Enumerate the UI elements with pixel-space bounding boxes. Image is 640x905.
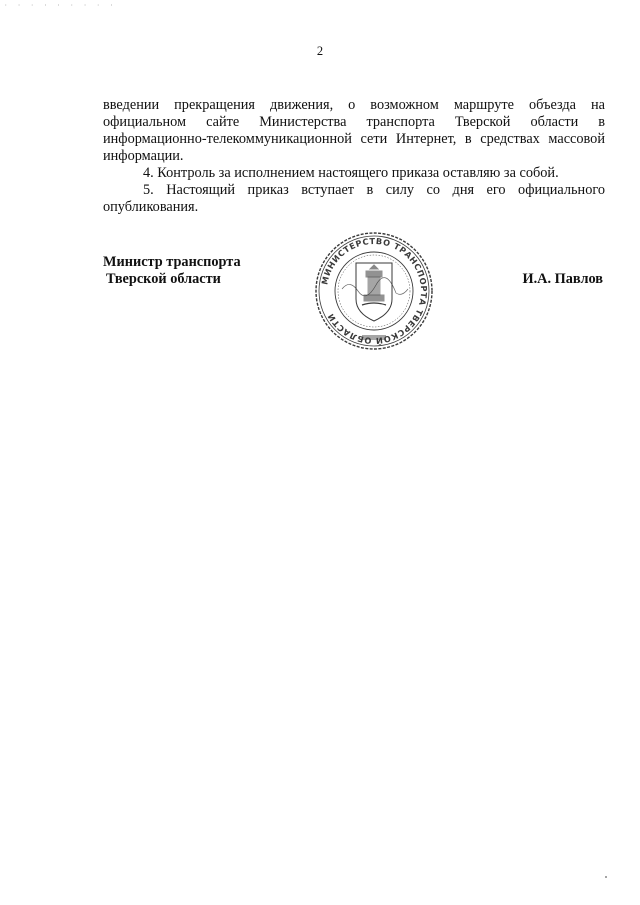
scan-artifact: · · · · · · · · · [4, 2, 117, 9]
seal-ring-text: МИНИСТЕРСТВО ТРАНСПОРТА ТВЕРСКОЙ ОБЛАСТИ [319, 235, 430, 347]
position-line-2: Тверской области [106, 271, 221, 287]
coat-of-arms-icon [356, 263, 392, 321]
official-seal [312, 229, 436, 353]
document-body [103, 97, 605, 216]
position-line-1: Министр транспорта [103, 254, 241, 270]
signatory-name: И.А. Павлов [522, 271, 603, 287]
paragraph-item-5: 5. Настоящий приказ вступает в силу со дня его официального опубликования. [103, 182, 605, 215]
scan-artifact-dot [605, 876, 607, 878]
paragraph-continuation: введении прекращения движения, о возможном маршруте объезда на официальном сайте Министерства транспорта Тверской области в информационно-телекоммуникационной сети Интернет, в средствах массовой информации. [103, 97, 605, 164]
seal-stamp-block [362, 335, 386, 340]
signatory-position [103, 254, 241, 288]
paragraph-item-4: 4. Контроль за исполнением настоящего приказа оставляю за собой. [143, 165, 559, 181]
page-number: 2 [316, 44, 324, 58]
